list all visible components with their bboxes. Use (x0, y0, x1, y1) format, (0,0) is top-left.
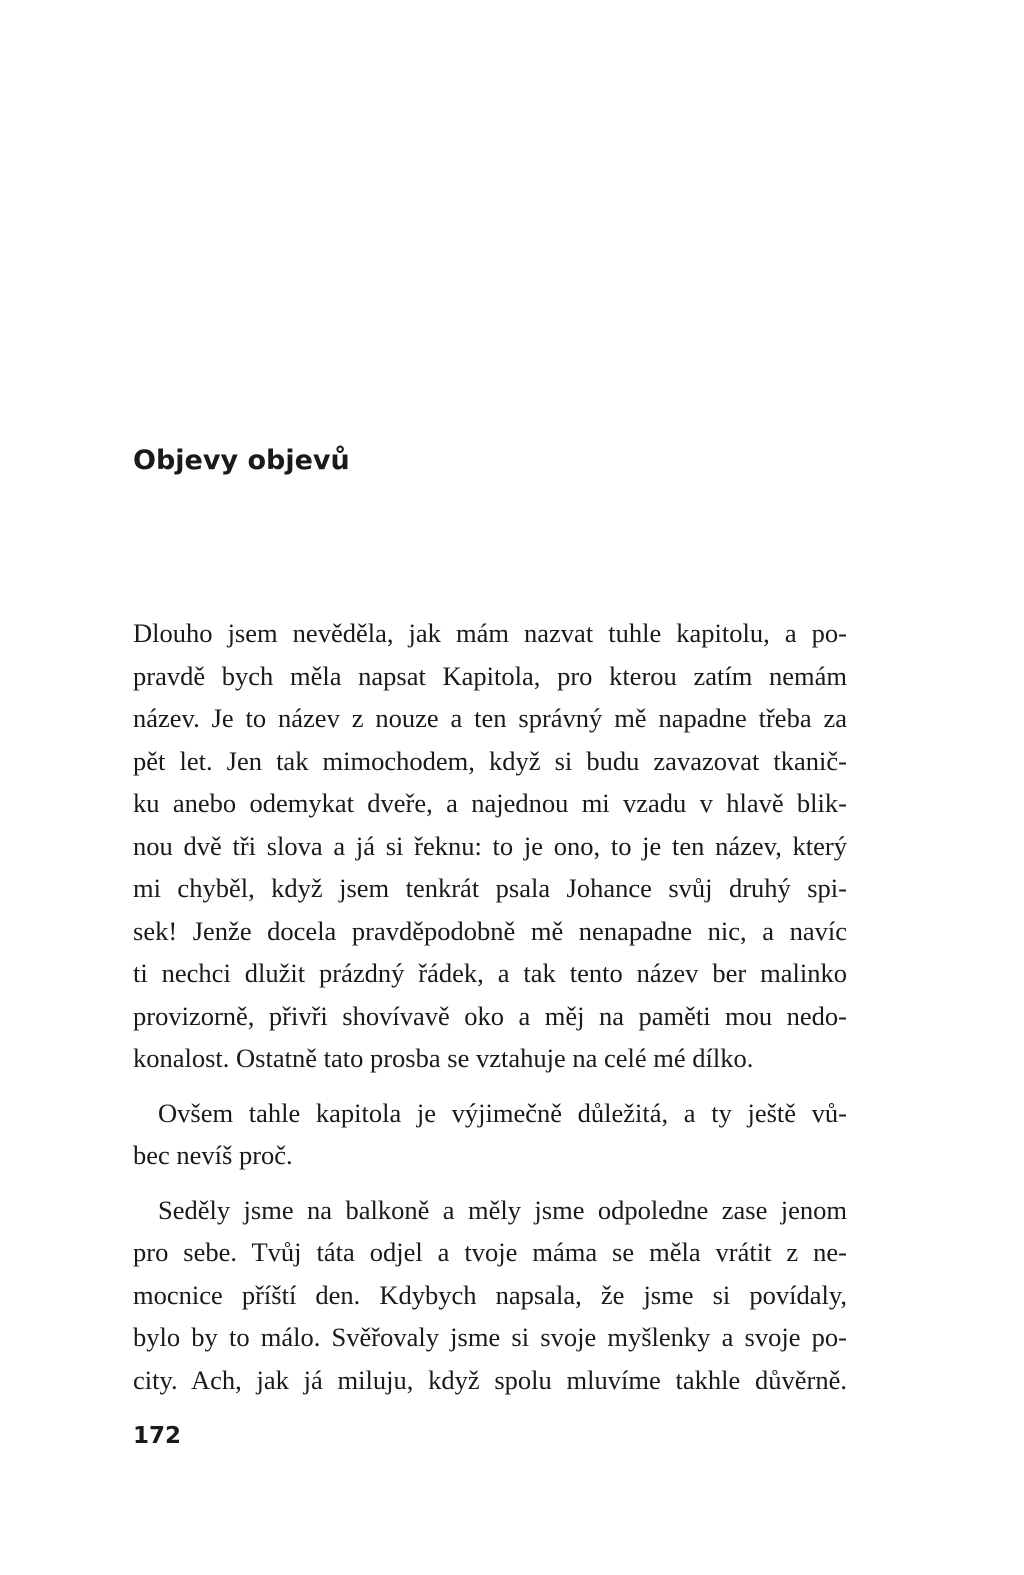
text-line: Seděly jsme na balkoně a měly jsme odpoledne zase jenom (158, 1194, 847, 1225)
page-number: 172 (133, 1423, 182, 1449)
text-line: název. Je to název z nouze a ten správný mě napadne třeba za (133, 703, 847, 733)
text-line: pět let. Jen tak mimochodem, když si budu zavazovat tkanič- (133, 745, 847, 776)
text-line: sek! Jenže docela pravděpodobně mě nenapadne nic, a navíc (133, 915, 847, 946)
text-line: nou dvě tři slova a já si řeknu: to je ono, to je ten název, který (133, 830, 847, 861)
text-line: mocnice příští den. Kdybych napsala, že jsme si povídaly, (133, 1279, 847, 1310)
text-line: provizorně, přivři shovívavě oko a měj na paměti mou nedo- (133, 1000, 847, 1031)
text-line: city. Ach, jak já miluju, když spolu mluvíme takhle důvěrně. (133, 1364, 847, 1395)
text-line: bylo by to málo. Svěřovaly jsme si svoje myšlenky a svoje po- (133, 1322, 847, 1352)
text-line: ti nechci dlužit prázdný řádek, a tak tento název ber malinko (133, 958, 847, 988)
text-line: pro sebe. Tvůj táta odjel a tvoje máma se měla vrátit z ne- (133, 1237, 847, 1267)
chapter-title: Objevy objevů (133, 445, 350, 476)
body-text (133, 612, 847, 1413)
paragraph (133, 1189, 847, 1402)
paragraph (133, 1092, 847, 1177)
text-line: mi chyběl, když jsem tenkrát psala Johance svůj druhý spi- (133, 873, 847, 903)
text-line: Dlouho jsem nevěděla, jak mám nazvat tuhle kapitolu, a po- (133, 618, 847, 648)
paragraph (133, 612, 847, 1080)
text-line: pravdě bych měla napsat Kapitola, pro kterou zatím nemám (133, 660, 847, 691)
text-line: konalost. Ostatně tato prosba se vztahuje na celé mé dílko. (133, 1043, 754, 1073)
text-line: ku anebo odemykat dveře, a najednou mi vzadu v hlavě blik- (133, 788, 847, 818)
text-line: Ovšem tahle kapitola je výjimečně důležitá, a ty ještě vů- (158, 1097, 847, 1128)
text-line: bec nevíš proč. (133, 1140, 293, 1170)
